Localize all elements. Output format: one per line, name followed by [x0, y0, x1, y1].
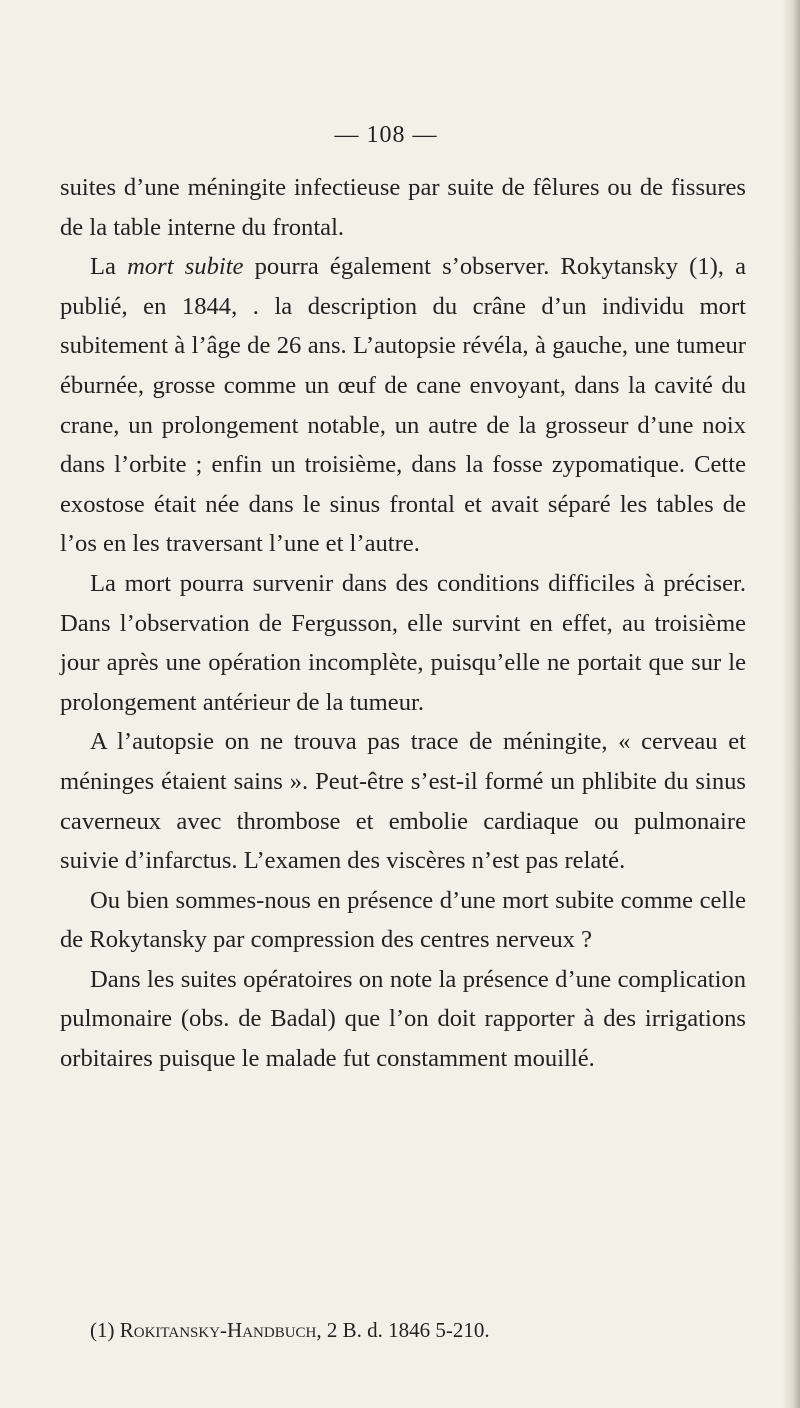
footnote-marker: (1)	[90, 1318, 120, 1342]
paragraph-5: Ou bien sommes-nous en présence d’une mort subite comme celle de Rokytansky par compression des centres nerveux ?	[60, 886, 746, 954]
body-text	[60, 168, 746, 1079]
paragraph-1: suites d’une méningite infectieuse par suite de fêlures ou de fissures de la table interne du frontal.	[60, 174, 746, 241]
paragraph-6: Dans les suites opératoires on note la présence d’une complication pulmonaire (obs. de Badal) que l’on doit rapporter à des irrigations orbitaires puisque le malade fut constamment mouillé.	[60, 965, 746, 1073]
footnote-author: Rokitansky-Handbuch	[119, 1318, 317, 1342]
paragraph-4: A l’autopsie on ne trouva pas trace de méningite, « cerveau et méninges étaient sains ». Peut-être s’est-il formé un phlibite du sinus caverneux avec thrombose et embolie cardiaque ou pulmonaire suivie d’infarctus. L’examen des viscères n’est pas relaté.	[60, 728, 746, 875]
paragraph-2-start: La	[90, 253, 128, 281]
paragraph-2	[60, 247, 746, 564]
footnote	[90, 1316, 746, 1344]
footnote-reference: , 2 B. d. 1846 5-210.	[316, 1318, 490, 1342]
paragraph-2-italic: mort subite	[127, 253, 244, 281]
page-edge-shadow	[782, 0, 800, 1408]
page-number: — 108 —	[334, 122, 438, 148]
paragraph-2-rest: pourra également s’observer. Rokytansky (1), a publié, en 1844, . la description du crâne d’un individu mort subitement à l’âge de 26 ans. L’autopsie révéla, à gauche, une tumeur éburnée, grosse comme un œuf de cane envoyant, dans la cavité du crane, un prolongement notable, un autre de la grosseur d’une noix dans l’orbite ; enfin un troisième, dans la fosse zypomatique. Cette exostose était née dans le sinus frontal et avait séparé les tables de l’os en les traversant l’une et l’autre.	[60, 253, 747, 558]
paragraph-3: La mort pourra survenir dans des conditions difficiles à préciser. Dans l’observation de Fergusson, elle survint en effet, au troisième jour après une opération incomplète, puisqu’elle ne portait que sur le prolongement antérieur de la tumeur.	[60, 569, 746, 716]
